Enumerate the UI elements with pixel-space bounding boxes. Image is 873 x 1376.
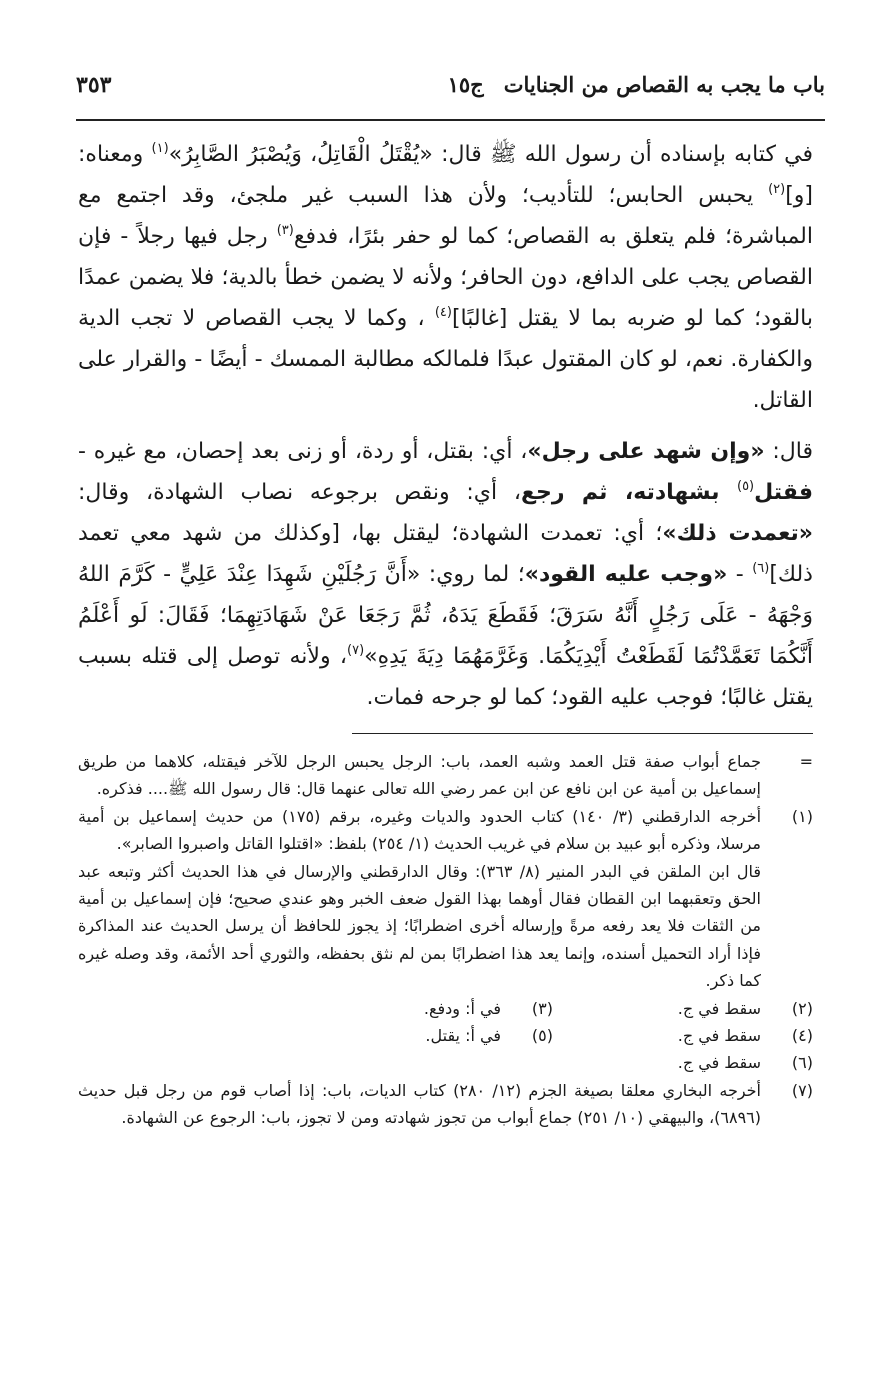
footnote-number: (٦) — [791, 1053, 813, 1073]
footnote-number: (٣) — [531, 998, 553, 1018]
volume-number: ج١٥ — [447, 72, 484, 97]
footnotes — [78, 748, 813, 1132]
paragraph-1: في كتابه بإسناده أن رسول الله ﷺ قال: «يُقْتَلُ الْقَاتِلُ، وَيُصْبَرُ الصَّابِرُ»$^{(١)}$ ومعناه: [و]$^{(٢)}$ يحبس الحابس؛ للتأديب؛ ولأن هذا السبب غير ملجئ، وقد اجتمع مع المباشرة؛ فلم يتعلق به القصاص؛ كما لو حفر بئرًا، فدفع$^{(٣)}$ رجل فيها رجلاً - فإن القصاص يجب على الدافع، دون الحافر؛ ولأنه لا يضمن خطأ بالدية؛ فلا يضمن عمدًا بالقود؛ كما لو ضربه بما لا يقتل [غالبًا]$^{(٤)}$ ، وكما لا يجب القصاص لا تجب الدية والكفارة. نعم، لو كان المقتول عبدًا فلمالكه مطالبة الممسك - أيضًا - والقرار على القاتل. — [78, 141, 814, 413]
footnote-ref-3[interactable]: (٣) — [276, 223, 294, 238]
footnote-row — [78, 1022, 813, 1049]
footnote-continuation: = جماع أبواب صفة قتل العمد وشبه العمد، باب: الرجل يحبس الرجل للآخر فيقتله، كلاهما من طريق إسماعيل بن أمية عن ابن نافع عن ابن عمر رضي الله تعالى عنهما قال: قال رسول الله ﷺ.... فذكره. — [78, 748, 813, 803]
footnote-divider — [352, 733, 813, 734]
matn-quote: بشهادته، ثم رجع — [520, 480, 737, 505]
footnote-6: (٦) سقط في ج. — [78, 1049, 813, 1076]
footnote-ref-4[interactable]: (٤) — [434, 305, 452, 320]
footnote-number: (٥) — [531, 1026, 553, 1046]
footnote-4: (٤) سقط في ج. — [553, 1022, 813, 1049]
footnote-7: (٧) أخرجه البخاري معلقا بصيغة الجزم (١٢/ ٢٨٠) كتاب الديات، باب: إذا أصاب قوم من رجل قبل حديث (٦٨٩٦)، والبيهقي (١٠/ ٢٥١) جماع أبواب من تجوز شهادته ومن لا تجوز، باب: الرجوع عن الشهادة. — [78, 1077, 813, 1132]
footnote-ref-5[interactable]: (٥) — [736, 479, 755, 494]
footnote-row — [78, 995, 813, 1022]
running-header — [76, 72, 825, 112]
main-text — [78, 134, 813, 718]
footnote-ref-2[interactable]: (٢) — [768, 182, 786, 197]
header-divider — [76, 119, 825, 121]
page-number: ٣٥٣ — [76, 72, 112, 98]
footnote-2: (٢) سقط في ج. — [553, 995, 813, 1022]
matn-quote: «وجب عليه القود» — [524, 562, 728, 587]
footnote-5: (٥) في أ: يقتل. — [293, 1022, 553, 1049]
matn-quote: «وإن شهد على رجل» — [527, 439, 765, 464]
continuation-marker: = — [799, 752, 813, 771]
footnote-number: (٧) — [791, 1080, 813, 1100]
matn-quote: فقتل — [754, 480, 813, 505]
footnote-ref-1[interactable]: (١) — [151, 141, 169, 156]
footnote-1-continued: قال ابن الملقن في البدر المنير (٨/ ٣٦٣): وقال الدارقطني والإرسال في هذا الحديث أكثر وتبعه عبد الحق وتعقبهما ابن القطان فقال أوهما بهذا القول ضعف الخبر وهو عندي صحيح؛ فإن إسماعيل بن أمية من الثقات فلا يعد رفعه مرةً وإرساله أخرى اضطرابًا؛ إذ يجوز للحافظ أن يرسل الحديث عند المذاكرة فإذا أراد التحميل أسنده، وإنما يعد هذا اضطرابًا بمن لم نثق بحفظه، والثوري أحد الأئمة، وقد وصله غيره كما ذكر. — [78, 861, 762, 991]
footnote-ref-6[interactable]: (٦) — [752, 561, 770, 576]
footnote-number: (٤) — [791, 1026, 813, 1046]
footnote-3: (٣) في أ: ودفع. — [293, 995, 553, 1022]
footnote-ref-7[interactable]: (٧) — [347, 643, 365, 658]
footnote-number: (٢) — [791, 998, 813, 1018]
paragraph-2: قال: «وإن شهد على رجل»، أي: بقتل، أو ردة، أو زنى بعد إحصان، مع غيره - فقتل$^{(٥)}$ بشهادته، ثم رجع، أي: ونقص برجوعه نصاب الشهادة، وقال: «تعمدت ذلك»؛ أي: تعمدت الشهادة؛ ليقتل بها، [وكذلك من شهد معي تعمد ذلك]$^{(٦)}$ - «وجب عليه القود»؛ لما روي: «أَنَّ رَجُلَيْنِ شَهِدَا عِنْدَ عَلِيٍّ - كَرَّمَ اللهُ وَجْهَهُ - عَلَى رَجُلٍ أَنَّهُ سَرَقَ؛ فَقَطَعَ يَدَهُ، ثُمَّ رَجَعَا عَنْ شَهَادَتِهِمَا؛ فَقَالَ: لَو أَعْلَمُ أَنَّكُمَا تَعَمَّدْتُمَا لَقَطَعْتُ أَيْدِيَكُمَا. وَغَرَّمَهُمَا دِيَةَ يَدِهِ»$^{(٧)}$، ولأنه توصل إلى قتله بسبب يقتل غالبًا؛ فوجب عليه القود؛ كما لو جرحه فمات. — [78, 439, 813, 710]
matn-quote: «تعمدت ذلك» — [662, 521, 813, 546]
footnote-number: (١) — [791, 806, 813, 826]
footnote-1: (١) أخرجه الدارقطني (٣/ ١٤٠) كتاب الحدود والديات وغيره، برقم (١٧٥) من حديث إسماعيل بن أمية مرسلا، وذكره أبو عبيد بن سلام في غريب الحديث (١/ ٢٥٤) بلفظ: «اقتلوا القاتل واصبروا الصابر». — [78, 803, 813, 858]
chapter-title: باب ما يجب به القصاص من الجنايات — [503, 72, 825, 97]
